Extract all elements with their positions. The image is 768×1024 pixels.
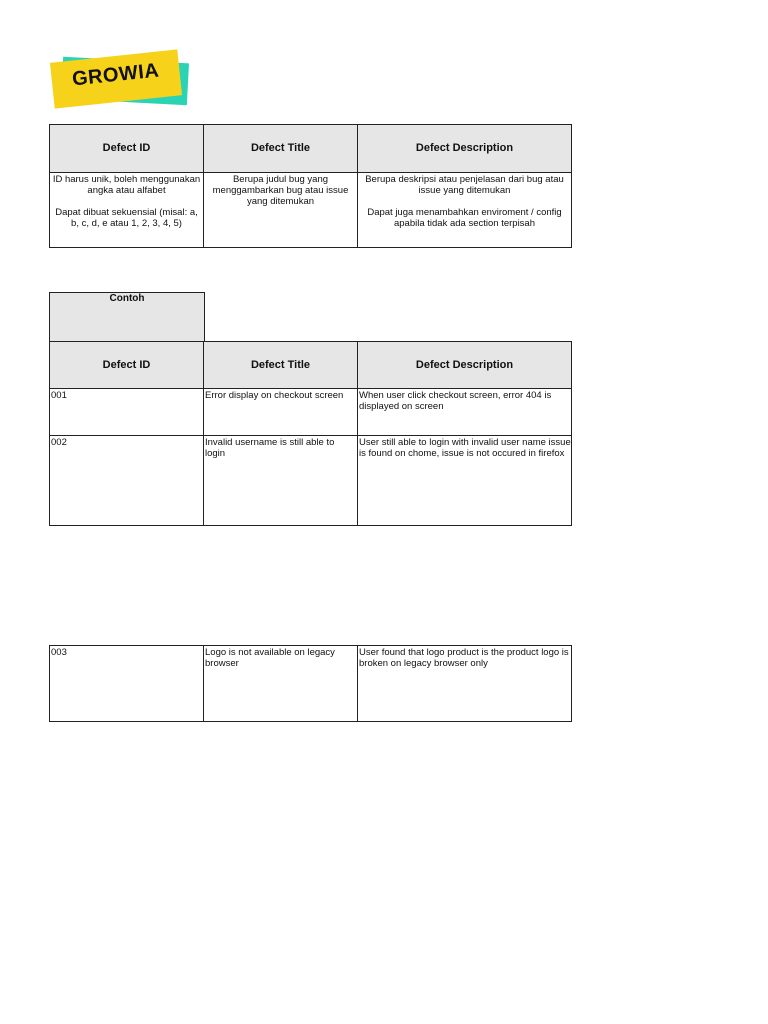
table-row: [50, 436, 572, 526]
example-table: [49, 341, 572, 526]
example-header-row: [50, 342, 572, 389]
reference-id-text-1: ID harus unik, boleh menggunakan angka atau alfabet: [52, 174, 201, 196]
growia-logo: [50, 50, 192, 106]
reference-id-cell: [50, 173, 204, 248]
table-row: [50, 646, 572, 722]
defect-id-cell: 001: [50, 389, 204, 436]
reference-desc-text-2: Dapat juga menambahkan enviroment / config apabila tidak ada section terpisah: [367, 207, 562, 229]
example-table-continued: [49, 645, 572, 722]
defect-id-cell: 002: [50, 436, 204, 526]
header-defect-description: Defect Description: [358, 342, 572, 389]
header-defect-id: Defect ID: [50, 342, 204, 389]
reference-title-cell: [204, 173, 358, 248]
example-label: Contoh: [109, 293, 145, 304]
reference-description-cell: [358, 173, 572, 248]
header-defect-title: Defect Title: [204, 125, 358, 173]
defect-id-cell: 003: [50, 646, 204, 722]
header-defect-title: Defect Title: [204, 342, 358, 389]
defect-title-cell: Error display on checkout screen: [204, 389, 358, 436]
defect-title-cell: Logo is not available on legacy browser: [204, 646, 358, 722]
reference-id-text-2: Dapat dibuat sekuensial (misal: a, b, c, d, e atau 1, 2, 3, 4, 5): [55, 207, 198, 229]
defect-title-cell: Invalid username is still able to login: [204, 436, 358, 526]
table-row: [50, 389, 572, 436]
logo-text: GROWIA: [71, 59, 161, 91]
reference-title-text: Berupa judul bug yang menggambarkan bug atau issue yang ditemukan: [212, 174, 349, 207]
reference-desc-text-1: Berupa deskripsi atau penjelasan dari bug atau issue yang ditemukan: [365, 174, 564, 196]
defect-description-cell: When user click checkout screen, error 404 is displayed on screen: [358, 389, 572, 436]
header-defect-description: Defect Description: [358, 125, 572, 173]
reference-header-row: [50, 125, 572, 173]
reference-row: [50, 173, 572, 248]
example-label-cell: [49, 292, 205, 341]
defect-description-cell: User still able to login with invalid user name issue is found on chome, issue is not occured in firefox: [358, 436, 572, 526]
header-defect-id: Defect ID: [50, 125, 204, 173]
reference-table: [49, 124, 572, 248]
defect-description-cell: User found that logo product is the product logo is broken on legacy browser only: [358, 646, 572, 722]
